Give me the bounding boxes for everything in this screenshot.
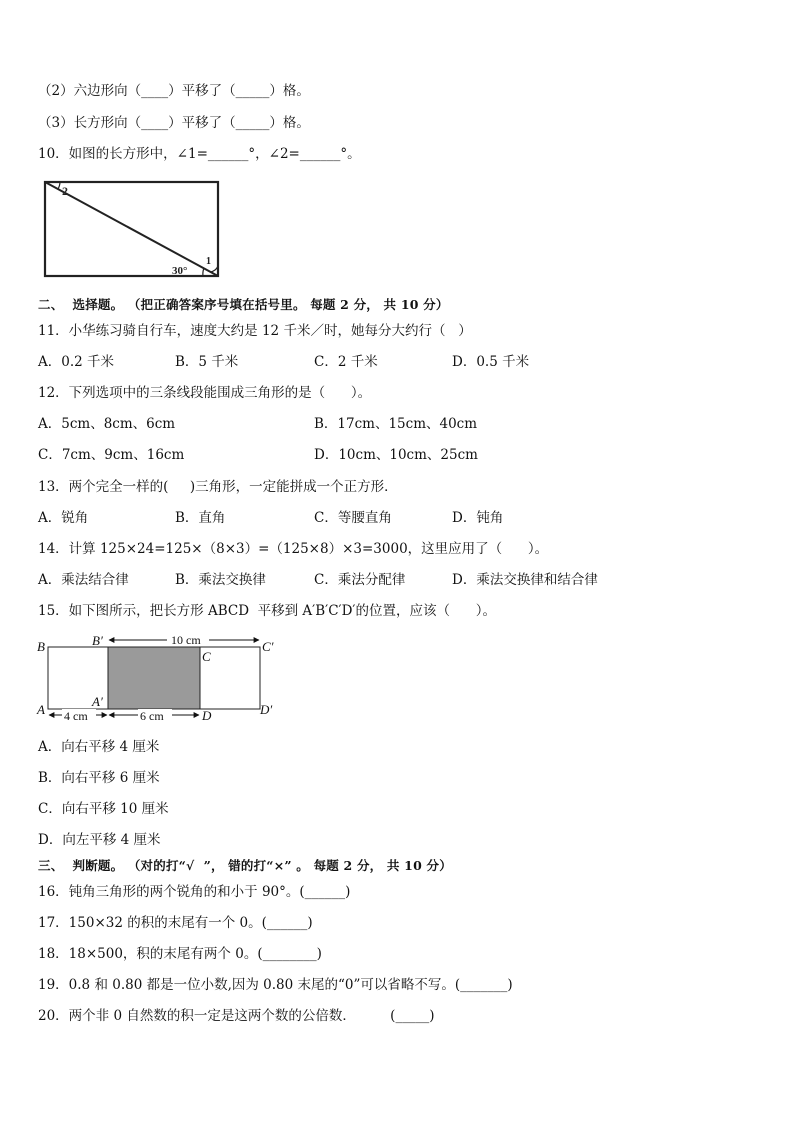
q15-dim-top-label: 10 cm — [171, 633, 201, 647]
q15-translation-figure — [34, 632, 284, 726]
q13-text: 13．两个完全一样的( )三角形，一定能拼成一个正方形． — [38, 479, 398, 495]
q15-option-c[interactable]: C．向右平移 10 厘米 — [38, 801, 169, 817]
q10-angle30-label: 30° — [172, 265, 188, 277]
q17-text: 17．150×32 的积的末尾有一个 0。(______) — [38, 915, 313, 931]
q10-rectangle-figure — [40, 178, 222, 282]
q15-text: 15．如下图所示，把长方形 ABCD 平移到 A′B′C′D′的位置，应该（ ）。 — [38, 603, 496, 619]
q13-option-d[interactable]: D．钝角 — [452, 510, 504, 526]
q10-angle2-label: 2 — [62, 184, 68, 198]
q12-option-d[interactable]: D．10cm、10cm、25cm — [314, 447, 478, 463]
q11-text: 11．小华练习骑自行车，速度大约是 12 千米／时，她每分大约行（ ） — [38, 323, 472, 339]
q9-part3: （3）长方形向（____）平移了（_____）格。 — [38, 115, 310, 131]
q13-option-b[interactable]: B．直角 — [175, 510, 226, 526]
q19-text: 19．0.8 和 0.80 都是一位小数,因为 0.80 末尾的“0”可以省略不写。(_______) — [38, 977, 513, 993]
q14-option-c[interactable]: C．乘法分配律 — [314, 572, 406, 588]
section2-heading: 二、 选择题。 （把正确答案序号填在括号里。 每题 2 分， 共 10 分） — [38, 297, 449, 312]
q12-option-c[interactable]: C．7cm、9cm、16cm — [38, 447, 185, 463]
q10-diagonal — [45, 182, 218, 276]
q15-option-b[interactable]: B．向右平移 6 厘米 — [38, 770, 160, 786]
q10-angle1-label: 1 — [206, 256, 211, 267]
q12-option-b[interactable]: B．17cm、15cm、40cm — [314, 416, 478, 432]
section3-heading: 三、 判断题。 （对的打“√ ”， 错的打“×” 。 每题 2 分， 共 10 分） — [38, 858, 452, 873]
q12-text: 12．下列选项中的三条线段能围成三角形的是（ ）。 — [38, 385, 372, 401]
q13-option-c[interactable]: C．等腰直角 — [314, 510, 392, 526]
q15-dim-left-label: 4 cm — [64, 709, 88, 723]
q10-angle1-arc — [210, 266, 218, 272]
q14-text: 14．计算 125×24=125×（8×3）=（125×8）×3=3000，这里应用了（ ）。 — [38, 541, 549, 557]
q14-option-d[interactable]: D．乘法交换律和结合律 — [452, 572, 598, 588]
q10-text: 10．如图的长方形中，∠1=______°，∠2=______°。 — [38, 146, 361, 162]
q15-overlap-shaded — [108, 647, 200, 709]
q16-text: 16．钝角三角形的两个锐角的和小于 90°。(______) — [38, 884, 351, 900]
q15-label-a: A — [37, 702, 45, 717]
q11-option-a[interactable]: A．0.2 千米 — [38, 354, 115, 370]
q15-label-d: D — [202, 708, 212, 723]
q15-option-d[interactable]: D．向左平移 4 厘米 — [38, 832, 161, 848]
q15-option-a[interactable]: A．向右平移 4 厘米 — [38, 739, 160, 755]
q11-option-d[interactable]: D．0.5 千米 — [452, 354, 530, 370]
q15-label-dprime: D′ — [260, 702, 273, 717]
q10-angle30-arc — [203, 268, 204, 276]
q14-option-a[interactable]: A．乘法结合律 — [38, 572, 129, 588]
q15-label-aprime: A′ — [92, 694, 103, 709]
q15-label-b: B — [37, 639, 45, 654]
q14-option-b[interactable]: B．乘法交换律 — [175, 572, 266, 588]
q11-option-c[interactable]: C．2 千米 — [314, 354, 378, 370]
q15-label-c: C — [202, 649, 211, 664]
q9-part2: （2）六边形向（____）平移了（_____）格。 — [38, 83, 310, 99]
q12-option-a[interactable]: A．5cm、8cm、6cm — [38, 416, 176, 432]
q13-option-a[interactable]: A．锐角 — [38, 510, 89, 526]
q15-label-cprime: C′ — [262, 639, 274, 654]
q15-label-bprime: B′ — [92, 633, 103, 648]
q15-dim-bottom-label: 6 cm — [140, 709, 164, 723]
q20-text: 20．两个非 0 自然数的积一定是这两个数的公倍数． (_____) — [38, 1008, 435, 1024]
q18-text: 18．18×500，积的末尾有两个 0。(________) — [38, 946, 322, 962]
q11-option-b[interactable]: B．5 千米 — [175, 354, 239, 370]
